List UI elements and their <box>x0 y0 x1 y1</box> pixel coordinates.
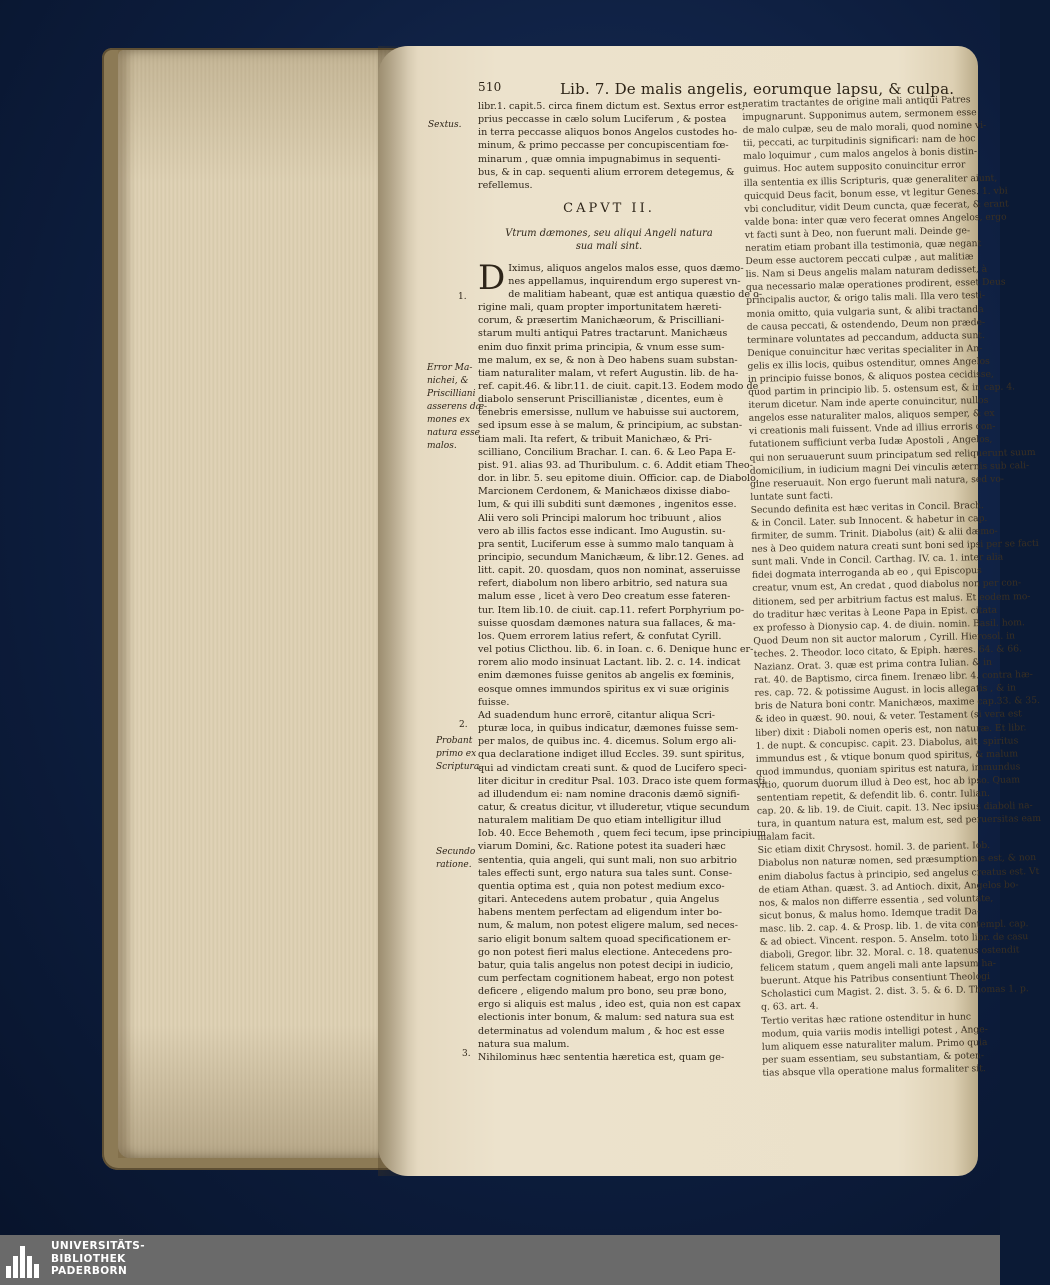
text-line: vitio, quorum duorum illud à Deo est, hoc ab ipso. Quam <box>756 774 1021 791</box>
text-line: tura, in quantum natura est, malum est, sed peruersitas eam <box>757 813 1042 830</box>
text-line: Sic etiam dixit Chrysost. homil. 3. de parient. Iob. <box>757 840 991 857</box>
text-line: corum, & præsertim Manichæorum, & Priscilliani- <box>478 315 725 327</box>
text-line: vbi concluditur, vidit Deum cuncta, quæ fecerat, & erant <box>744 198 1009 215</box>
text-line: tenebris emersisse, nullum ve habuisse sui auctorem, <box>478 407 740 419</box>
intro-paragraph <box>478 100 745 192</box>
text-line: quentia optima est , quia non potest medium exco- <box>478 880 725 892</box>
text-line: ref. capit.46. & libr.11. de ciuit. capit.13. Eodem modo de <box>478 380 759 392</box>
text-line: malo loquimur , cum malos angelos à bonis distin- <box>743 146 978 163</box>
text-line: neratim etiam probant illa testimonia, quæ negant <box>745 238 982 254</box>
chapter-subtitle-line: sua mali sint. <box>575 241 643 253</box>
text-line: in principio fuisse bonos, & aliquos postea cecidisse, <box>747 368 995 385</box>
text-line: Iximus, aliquos angelos malos esse, quos dæmo- <box>508 262 744 274</box>
text-line: terminare voluntates ad peccandum, adducta sunt. <box>746 329 986 346</box>
text-line: Tertio veritas hæc ratione ostenditur in hunc <box>761 1010 972 1027</box>
drop-cap: D <box>478 257 506 298</box>
margin-note-sextus: Sextus. <box>428 120 462 130</box>
text-line: vt facti sunt à Deo, non fuerunt mali. Deinde ge- <box>744 225 971 241</box>
text-line: refellemus. <box>478 179 533 191</box>
text-line: liber) dixit : Diaboli nomen operis est, non naturæ. Et libr. <box>755 721 1027 739</box>
text-line: masc. lib. 2. cap. 4. & Prosp. lib. 1. de vita contempl. cap. <box>759 918 1029 935</box>
text-line: rat. 40. de Baptismo, circa finem. Irenæo libr. 4. contra hæ- <box>754 669 1033 686</box>
chapter-subtitle-line: Vtrum dæmones, seu aliqui Angeli natura <box>505 228 713 240</box>
text-line: & ideo in quæst. 90. noui, & veter. Testament (si vera est <box>754 708 1022 726</box>
text-line: per malos, de quibus inc. 4. dicemus. Solum ergo ali- <box>478 736 737 748</box>
text-line: per suam essentiam, seu substantiam, & poten- <box>762 1049 985 1066</box>
text-line: qua necessario malæ operationes prodirent, esset Deus <box>745 276 1006 294</box>
text-line: cap. 20. & lib. 19. de Ciuit. capit. 13. Nec ipsius diaboli na- <box>756 800 1033 817</box>
text-line: nes appellamus, inquirendum ergo superest vn- <box>508 275 741 287</box>
body-paragraph-2 <box>478 709 767 1051</box>
library-logo-text: UNIVERSITÄTS- BIBLIOTHEK PADERBORN <box>51 1240 146 1277</box>
text-line: modum, quia variis modis intelligi potest , Ange- <box>761 1023 988 1040</box>
text-line: 1. de nupt. & concupisc. capit. 23. Diabolus, ait, spiritus <box>755 734 1019 752</box>
text-line: felicem statum , quem angeli mali ante lapsum ha- <box>760 958 997 974</box>
text-line: fidei dogmata interroganda ab eo , qui Episcopus <box>751 565 982 582</box>
left-text-column <box>478 100 767 1064</box>
text-line: starum multi antiqui Patres tractarunt. Manichæus <box>478 328 728 340</box>
text-line: luntate sunt facti. <box>750 489 834 503</box>
text-line: habens mentem perfectam ad eligendum inter bo- <box>478 907 722 919</box>
text-line: Quod Deum non sit auctor malorum , Cyrill. Hierosol. in <box>753 630 1016 647</box>
text-line: ad illudendum ei: nam nomine draconis dæmō signifi- <box>478 788 740 800</box>
text-line: gelis ex illis locis, quibus ostenditur, omnes Angelos <box>747 355 990 372</box>
body-paragraph-1 <box>478 257 763 709</box>
text-line: los. Quem errorem latius refert, & confutat Cyrill. <box>478 630 722 642</box>
text-line: bris de Natura boni contr. Manichæos, maxime cap.33. & 35. <box>754 695 1041 713</box>
text-line: principalis auctor, & origo talis mali. Illa vero testi- <box>746 290 986 307</box>
text-line: lis. Nam si Deus angelis malam naturam dedisset, à <box>745 264 988 281</box>
text-line: dor. in libr. 5. seu epitome diuin. Officior. cap. de Diabolo, <box>478 473 759 485</box>
text-line: qui non seruauerunt suum principatum sed reliquerunt suum <box>749 446 1036 464</box>
text-line: minum, & primo peccasse per concupiscentiam fœ- <box>478 140 729 152</box>
text-line: quod immundus, quoniam spiritus est natura, immundus <box>756 761 1021 778</box>
text-line: vel potius Clicthou. lib. 6. in Ioan. c. 6. Denique hunc er- <box>478 644 754 656</box>
text-line: refert, diabolum non libero arbitrio, sed natura sua <box>478 578 728 590</box>
text-line: libr.1. capit.5. circa finem dictum est. Sextus error est, <box>478 101 745 112</box>
text-line: diaboli, Gregor. libr. 32. Moral. c. 18. quatenus ostendit <box>759 944 1020 961</box>
text-line: Denique conuincitur hæc veritas specialiter in An- <box>747 342 983 359</box>
text-line: vero ab illis factos esse indicant. Imo Augustin. su- <box>478 525 726 537</box>
text-line: pist. 91. alias 93. ad Thuribulum. c. 6. Addit etiam Theo- <box>478 459 753 471</box>
text-line: do traditur hæc veritas à Leone Papa in Epist. citata <box>752 604 998 621</box>
text-line: domicilium, in iudicium magni Dei vinculis æternis sub cali- <box>749 459 1030 477</box>
text-line: gitari. Antecedens autem probatur , quia Angelus <box>478 894 720 906</box>
text-line: iterum dicetur. Nam inde aperte conuincitur, nullos <box>748 395 989 412</box>
text-line: prius peccasse in cælo solum Luciferum , & postea <box>478 114 727 126</box>
text-line: nos, & malos non differre essentia , sed voluntate, <box>758 892 994 909</box>
text-line: in terra peccasse aliquos bonos Angelos custodes ho- <box>478 127 738 139</box>
text-line: scilliano, Concilium Brachar. I. can. 6. & Leo Papa E- <box>478 446 736 458</box>
text-line: me malum, ex se, & non à Deo habens suam substan- <box>478 354 738 366</box>
text-line: cum perfectam cognitionem habeat, ergo non potest <box>478 973 734 984</box>
text-line: guimus. Hoc autem supposito conuincitur error <box>743 159 966 176</box>
text-line: tias absque vlla operatione malus formaliter sit. <box>762 1063 986 1079</box>
text-line: de etiam Athan. quæst. 3. ad Antioch. dixit, Angelos bo- <box>758 879 1019 896</box>
text-line: diabolo senserunt Priscillianistæ , dicentes, eum è <box>478 394 724 406</box>
text-line: Nazianz. Orat. 3. quæ est prima contra Iulian. & in <box>753 656 993 673</box>
text-line: tiam naturaliter malam, vt refert Augustin. lib. de ha- <box>478 367 739 379</box>
text-line: ditionem, sed per arbitrium factus est malus. Et eodem mo- <box>752 590 1031 608</box>
margin-number-1: 1. <box>458 292 467 302</box>
text-line: liter dicitur in creditur Psal. 103. Draco iste quem formasti <box>478 775 766 787</box>
text-line: tiam mali. Ita refert, & tribuit Manichæo, & Pri- <box>478 433 712 445</box>
text-line: firmiter, de summ. Trinit. Diabolus (ait) & alii dæmo- <box>751 525 998 542</box>
text-line: enim duo finxit prima principia, & vnum esse sum- <box>478 341 725 353</box>
text-line: fuisse. <box>478 696 510 708</box>
text-line: quod partim in principio lib. 5. ostensum est, & in cap. 4. <box>748 381 1016 398</box>
margin-number-3: 3. <box>462 1049 471 1059</box>
text-line: determinatus ad volendum malum , & hoc est esse <box>478 1025 725 1037</box>
text-line: illa sententia ex illis Scripturis, quæ generaliter aiunt, <box>743 172 998 189</box>
text-line: Marcionem Cerdonem, & Manichæos dixisse diabo- <box>478 486 730 498</box>
page-number: 510 <box>478 80 502 94</box>
text-line: buerunt. Atque his Patribus consentiunt Theologi <box>760 971 991 988</box>
text-line: gine reseruauit. Non ergo fuerunt mali natura, sed vo- <box>749 473 1005 490</box>
library-footer <box>0 1235 1000 1285</box>
text-line: Deum esse auctorem peccati culpæ , aut malitiæ <box>745 251 974 268</box>
body-last-line: Nihilominus hæc sententia hæretica est, quam ge- <box>478 1051 725 1063</box>
text-line: enim diabolus factus à principio, sed angelus creatus est. Vt <box>758 865 1040 883</box>
text-line: Secundo definita est hæc veritas in Concil. Brach. <box>750 499 985 516</box>
text-line: go non potest fieri malus electione. Antecedens pro- <box>478 946 733 958</box>
text-line: batur, quia talis angelus non potest decipi in iudicio, <box>478 959 734 971</box>
library-logo-icon <box>6 1240 46 1282</box>
text-line: futationem sufficiunt verba Iudæ Apostoli , Angelos, <box>749 434 993 451</box>
text-line: tii, peccati, ac turpitudinis significari: nam de hoc <box>742 133 976 150</box>
text-line: naturalem malitiam De quo etiam intelligitur illud <box>478 815 722 827</box>
margin-note-secundo: Secundo ratione. <box>436 847 476 870</box>
text-line: bus, & in cap. sequenti alium errorem detegemus, & <box>478 166 735 178</box>
text-line: vi creationis mali fuissent. Vnde ad illius erroris con- <box>748 421 996 438</box>
text-line: qua declaratione indiget illud Eccles. 39. sunt spiritus, <box>478 749 745 761</box>
text-line: quicquid Deus facit, bonum esse, vt legitur Genes. 1. vbi <box>743 185 1008 202</box>
text-line: Ad suadendum hunc errorē, citantur aliqua Scri- <box>478 709 716 721</box>
text-line: creatur, vnum est, An credat , quod diabolus non per con- <box>752 577 1022 595</box>
margin-number-2: 2. <box>459 720 468 730</box>
text-line: & ad obiect. Vincent. respon. 5. Anselm. toto libr. de casu <box>759 931 1029 948</box>
text-line: de malo culpæ, seu de malo morali, quod nomine vi- <box>742 120 987 137</box>
text-line: principio, secundum Manichæum, & libr.12. Genes. ad <box>478 552 744 563</box>
text-line: suisse quosdam dæmones natura sua fallaces, & ma- <box>478 617 736 629</box>
margin-note-probant: Probant primo ex Scriptura. <box>436 736 483 772</box>
chapter-title: CAPVT II. <box>563 201 655 217</box>
text-line: Diabolus non naturæ nomen, sed præsumptionis est, & non <box>757 852 1037 870</box>
text-line: sunt mali. Vnde in Concil. Carthag. IV. ca. 1. inter alia <box>751 551 1004 569</box>
text-line: malum esse , licet à vero Deo creatum esse fateren- <box>478 591 731 603</box>
text-line: valde bona: inter quæ vero fecerat omnes Angelos, ergo <box>744 211 1007 228</box>
running-title: Lib. 7. De malis angelis, eorumque lapsu, & culpa. <box>560 80 955 98</box>
text-line: natura sua malum. <box>478 1038 570 1050</box>
text-line: tales effecti sunt, ergo natura sua tales sunt. Conse- <box>478 867 733 879</box>
text-line: de malitiam habeant, quæ est antiqua quæstio de o- <box>508 288 763 300</box>
text-line: lum aliquem esse naturaliter malum. Primo quia <box>761 1036 988 1053</box>
text-line: sententia, quia angeli, qui sunt mali, non suo arbitrio <box>478 854 737 866</box>
text-line: enim dæmones fuisse genitos ab angelis ex fœminis, <box>478 670 735 682</box>
text-line: sed ipsum esse à se malum, & principium, ac substan- <box>478 420 743 432</box>
text-line: sario eligit bonum saltem quoad specificationem er- <box>478 933 731 945</box>
text-line: catur, & creatus dicitur, vt illuderetur, vtique secundum <box>478 801 750 813</box>
text-line: monia omitto, quia vulgaria sunt, & alibi tractanda <box>746 303 984 320</box>
text-line: & in Concil. Later. sub Innocent. & habetur in cap. <box>750 512 988 529</box>
text-line: sententiam repetit, & defendit lib. 6. contr. Iulian. <box>756 787 991 804</box>
text-line: rigine mali, quam propter importunitatem hæreti- <box>478 302 722 314</box>
text-line: neratim tractantes de origine mali antiqui Patres <box>742 94 971 110</box>
text-line: tur. Item lib.10. de ciuit. cap.11. refert Porphyrium po- <box>478 604 745 616</box>
text-line: angelos esse naturaliter malos, aliquos semper, & ex <box>748 408 995 425</box>
text-line: minarum , quæ omnia impugnabimus in sequenti- <box>478 153 721 165</box>
text-line: q. 63. art. 4. <box>760 1001 819 1014</box>
text-line: lum, & qui illi subditi sunt dæmones , ingenitos esse. <box>478 499 737 511</box>
text-line: ex professo à Dionysio cap. 4. de diuin. nomin. Basil. hom. <box>752 616 1025 634</box>
margin-note-error: Error Ma- nichei, & Priscilliani asserens dæ- mones ex natura esse malos. <box>427 363 488 451</box>
text-line: Scholastici cum Magist. 2. dist. 3. 5. & 6. D. Thomas 1. p. <box>760 983 1029 1001</box>
text-line: litt. capit. 20. quosdam, quos non nominat, asseruisse <box>478 565 741 577</box>
text-line: immundus est , & vtique bonum quod spiritus, & malum <box>755 748 1019 765</box>
text-line: num, & malum, non potest eligere malum, sed neces- <box>478 920 738 932</box>
text-line: teches. 2. Theodor. loco citato, & Epiph. hæres. 64. & 66. <box>753 643 1023 660</box>
text-line: Alii vero soli Principi malorum hoc tribuunt , alios <box>478 512 722 524</box>
text-line: pra sentit, Luciferum esse à summo malo tanquam à <box>478 538 734 550</box>
text-line: de causa peccati, & ostendendo, Deum non præde- <box>746 316 986 333</box>
text-line: qui ad vindictam creati sunt. & quod de Lucifero speci- <box>478 762 747 774</box>
text-line: rorem alio modo insinuat Lactant. lib. 2. c. 14. indicat <box>478 657 741 669</box>
text-line: nes à Deo quidem natura creati sunt boni sed ipsi per se facti <box>751 538 1039 556</box>
text-line: eosque omnes immundos spiritus ex vi suæ originis <box>478 683 730 695</box>
page-edges <box>118 50 396 1158</box>
text-line: electionis inter bonum, & malum: sed natura sua est <box>478 1012 735 1024</box>
text-line: pturæ loca, in quibus indicatur, dæmones fuisse sem- <box>478 723 739 735</box>
text-line: viarum Domini, &c. Ratione potest ita suaderi hæc <box>478 841 726 853</box>
text-line: Iob. 40. Ecce Behemoth , quem feci tecum, ipse principium <box>478 828 767 840</box>
text-line: res. cap. 72. & potissime August. in locis allegatis , & in <box>754 682 1017 700</box>
text-line: deficere , eligendo malum pro bono, seu præ bono, <box>478 986 727 998</box>
text-line: sicut bonus, & malus homo. Idemque tradit Da- <box>759 906 981 922</box>
text-line: malam facit. <box>757 830 816 844</box>
text-line: ergo si aliquis est malus , ideo est, quia non est capax <box>478 999 741 1011</box>
text-line: impugnarunt. Supponimus autem, sermonem esse <box>742 107 977 124</box>
right-text-column <box>742 93 1042 1080</box>
